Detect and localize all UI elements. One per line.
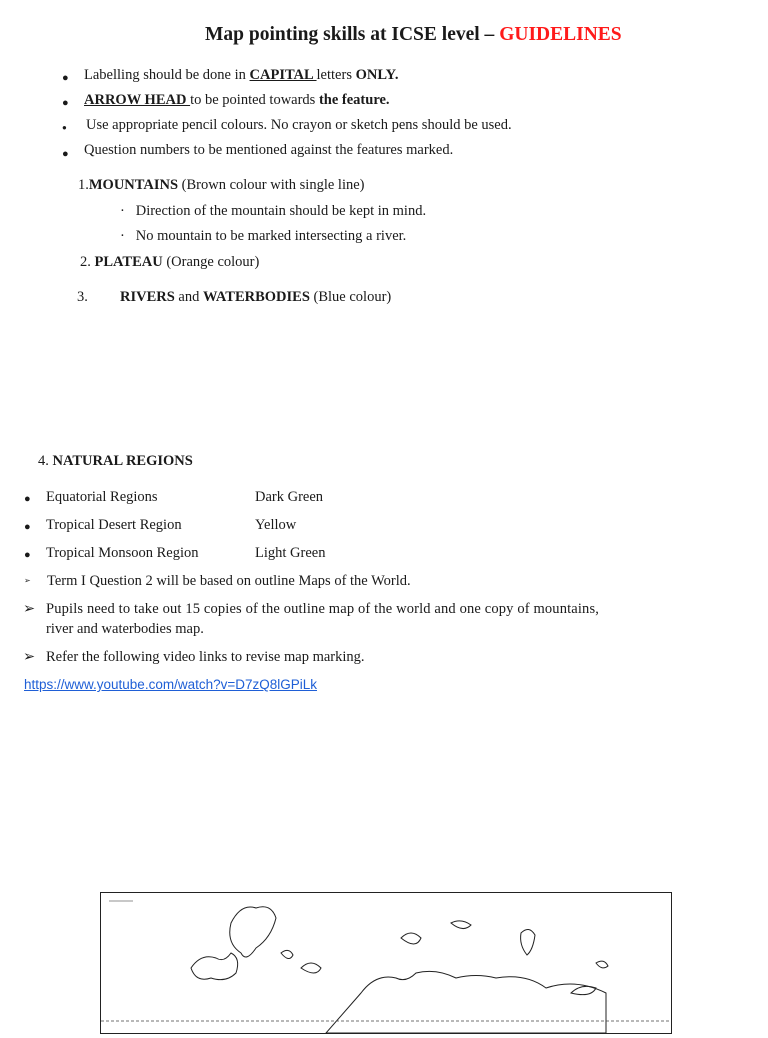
bullet-icon: ● [62,97,69,109]
region-name: Tropical Desert Region [46,517,182,533]
text: ARROW HEAD [84,92,191,108]
note-2-cont: river and waterbodies map. [46,621,204,637]
text: 1. [78,177,89,193]
region-name: Tropical Monsoon Region [46,545,199,561]
bullet-icon: ● [24,493,31,505]
title-main: Map pointing skills at ICSE level – [205,24,500,45]
region-colour: Dark Green [255,489,324,505]
text: (Blue colour) [309,289,392,305]
mountain-point-2: · No mountain to be marked intersecting a river. [120,228,407,244]
mountain-point-1: · Direction of the mountain should be kept in mind. [120,203,427,219]
bullet-icon: ● [24,521,31,533]
bullet-icon: ● [62,148,69,160]
text: the feature. [318,92,390,108]
section-rivers [120,289,391,306]
bullet-icon: ● [62,123,67,132]
arrow-bullet-icon: ➢ [23,649,36,665]
text: NATURAL REGIONS [52,453,193,469]
text: to be pointed towards [190,92,319,108]
text: letters [316,67,356,83]
guideline-2 [84,92,390,109]
region-name: Equatorial Regions [46,489,158,505]
section-mountains [78,177,365,194]
section-plateau [80,254,259,271]
guideline-3: Use appropriate pencil colours. No crayon or sketch pens should be used. [86,117,512,133]
video-link[interactable]: https://www.youtube.com/watch?v=D7zQ8lGPiLk [24,677,318,692]
note-2: Pupils need to take out 15 copies of the outline map of the world and one copy of mountains, [46,601,600,617]
text: 4. [38,453,53,469]
text: ONLY. [355,67,399,83]
text: 2. [80,254,95,270]
map-outline-drawing [101,893,671,1033]
text: and [174,289,203,305]
text: WATERBODIES [202,289,310,305]
region-colour: Yellow [255,517,297,533]
text: Labelling should be done in [84,67,250,83]
text: MOUNTAINS [88,177,179,193]
text: Direction of the mountain should be kept in mind. [135,203,427,219]
bullet-icon: ● [24,549,31,561]
section-natural-regions [38,453,193,470]
arrow-bullet-icon: ➢ [23,601,36,617]
region-colour: Light Green [255,545,326,561]
text: PLATEAU [94,254,163,270]
world-outline-map [100,892,672,1034]
text: RIVERS [120,289,175,305]
note-3: Refer the following video links to revise map marking. [46,649,365,665]
note-1: Term I Question 2 will be based on outline Maps of the World. [47,573,411,589]
guideline-1 [84,67,398,84]
text: (Brown colour with single line) [178,177,365,193]
text: No mountain to be marked intersecting a river. [135,228,407,244]
bullet-icon: ● [62,72,69,84]
text: CAPITAL [249,67,317,83]
title-highlight: GUIDELINES [499,24,622,45]
guideline-4: Question numbers to be mentioned against the features marked. [84,142,454,158]
arrow-bullet-icon: ➢ [24,576,31,585]
section-rivers-number: 3. [77,289,88,305]
text: (Orange colour) [162,254,260,270]
page-title [205,24,622,46]
